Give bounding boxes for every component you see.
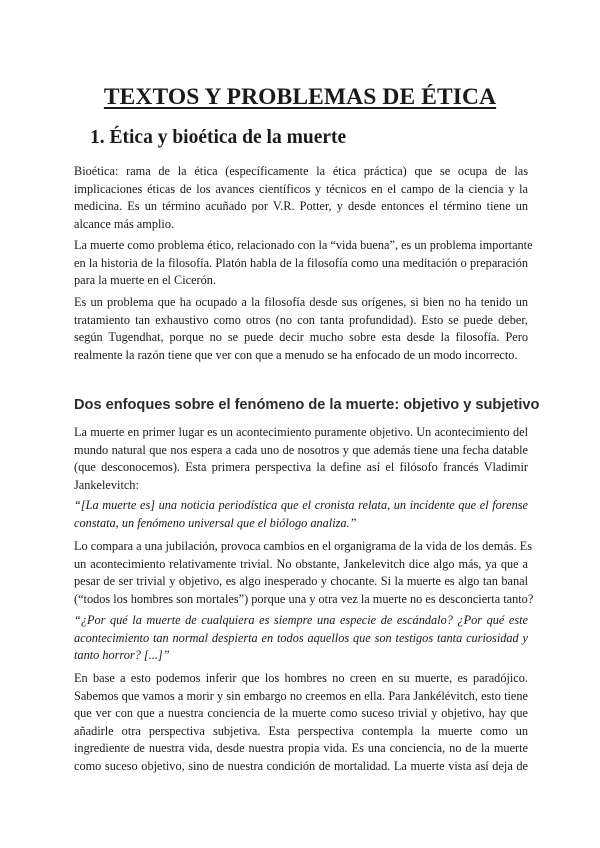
text-line: En base a esto podemos inferir que los hombres no creen en su muerte, es paradójico. bbox=[74, 671, 528, 685]
text-line: (“todos los hombres son mortales”) porque una y otra vez la muerte no es desconcierta tanto? bbox=[74, 591, 534, 606]
paragraph-muerte-subjetiva bbox=[74, 670, 528, 775]
text-line: pesar de ser trivial y objetivo, es algo inesperado y chocante. Si la muerte es algo tan banal bbox=[74, 574, 528, 588]
text-line: añadirle otra perspectiva subjetiva. Esta perspectiva contempla la muerte como un bbox=[74, 723, 528, 738]
text-line: La muerte como problema ético, relacionado con la “vida buena”, es un problema importante bbox=[74, 238, 533, 252]
text-line: tanto horror? [...]” bbox=[74, 648, 170, 662]
text-line: alcance más amplio. bbox=[74, 216, 175, 231]
text-line: Lo compara a una jubilación, provoca cambios en el organigrama de la vida de los demás. Es bbox=[74, 539, 533, 553]
text-line: que ver con que a nuestra conciencia de la muerte como suceso trivial y objetivo, hay que bbox=[74, 706, 528, 720]
text-line: “[La muerte es] una noticia periodística que el cronista relata, un incidente que el forense bbox=[74, 498, 528, 512]
text-line: “¿Por qué la muerte de cualquiera es siempre una especie de escándalo? ¿Por qué este bbox=[74, 613, 528, 627]
section-heading-etica-bioetica: 1. Ética y bioética de la muerte bbox=[90, 127, 347, 148]
document-title: TEXTOS Y PROBLEMAS DE ÉTICA bbox=[103, 84, 497, 110]
text-line: como suceso objetivo, sino de nuestra condición de mortalidad. La muerte vista así deja de bbox=[74, 758, 528, 773]
paragraph-jubilacion bbox=[74, 538, 534, 608]
quote-jankelevitch-noticia bbox=[74, 497, 528, 532]
text-line: Bioética: rama de la ética (específicamente la ética práctica) que se ocupa de las bbox=[74, 164, 528, 178]
text-line: realmente la razón tiene que ver con que a menudo se ha enfocado de un modo incorrecto. bbox=[74, 347, 518, 362]
text-line: (que desconocemos). Esta primera perspectiva la define así el filósofo francés Vladimir bbox=[74, 460, 528, 474]
paragraph-problema-filosofia bbox=[74, 294, 528, 364]
text-line: implicaciones éticas de los avances científicos y técnicos en el campo de la ciencia y la bbox=[74, 181, 528, 196]
text-line: mundo natural que nos espera a cada uno de nosotros y que además tiene una fecha datable bbox=[74, 442, 528, 457]
text-line: en la historia de la filosofía. Platón habla de la filosofía como una meditación o preparación bbox=[74, 255, 528, 270]
text-line: medicina. Es un término acuñado por V.R. Potter, y desde entonces el término tiene un bbox=[74, 199, 528, 213]
text-line: ingrediente de nuestra vida, desde nuestra propia vida. Es una conciencia, no de la muerte bbox=[74, 741, 528, 755]
text-line: para la muerte en el Cicerón. bbox=[74, 273, 217, 287]
text-line: La muerte en primer lugar es un acontecimiento puramente objetivo. Un acontecimiento del bbox=[74, 425, 528, 439]
text-line: constata, un fenómeno universal que el biólogo analiza.” bbox=[74, 515, 357, 530]
text-line: Sabemos que vamos a morir y sin embargo no creemos en ella. Para Jankélévitch, esto tiene bbox=[74, 688, 528, 703]
paragraph-bioetica bbox=[74, 163, 528, 233]
paragraph-muerte-objetiva bbox=[74, 424, 528, 494]
text-line: según Tugendhat, porque no se puede decir mucho sobre esta desde la filosofía. Pero bbox=[74, 330, 528, 344]
quote-jankelevitch-escandalo bbox=[74, 612, 528, 665]
text-line: Es un problema que ha ocupado a la filosofía desde sus orígenes, si bien no ha tenido un bbox=[74, 295, 528, 309]
section-heading-dos-enfoques: Dos enfoques sobre el fenómeno de la muerte: objetivo y subjetivo bbox=[74, 397, 540, 413]
text-line: un acontecimiento relativamente trivial. No obstante, Jankelevitch dice algo más, ya que a bbox=[74, 556, 528, 571]
paragraph-muerte-problema-etico bbox=[74, 237, 533, 290]
text-line: Jankelevitch: bbox=[74, 477, 139, 492]
text-line: tratamiento tan exhaustivo como otros (no con tanta profundidad). Esto se puede deber, bbox=[74, 312, 528, 327]
text-line: acontecimiento tan normal despierta en todos aquellos que son testigos tanta curiosidad y bbox=[74, 630, 528, 645]
